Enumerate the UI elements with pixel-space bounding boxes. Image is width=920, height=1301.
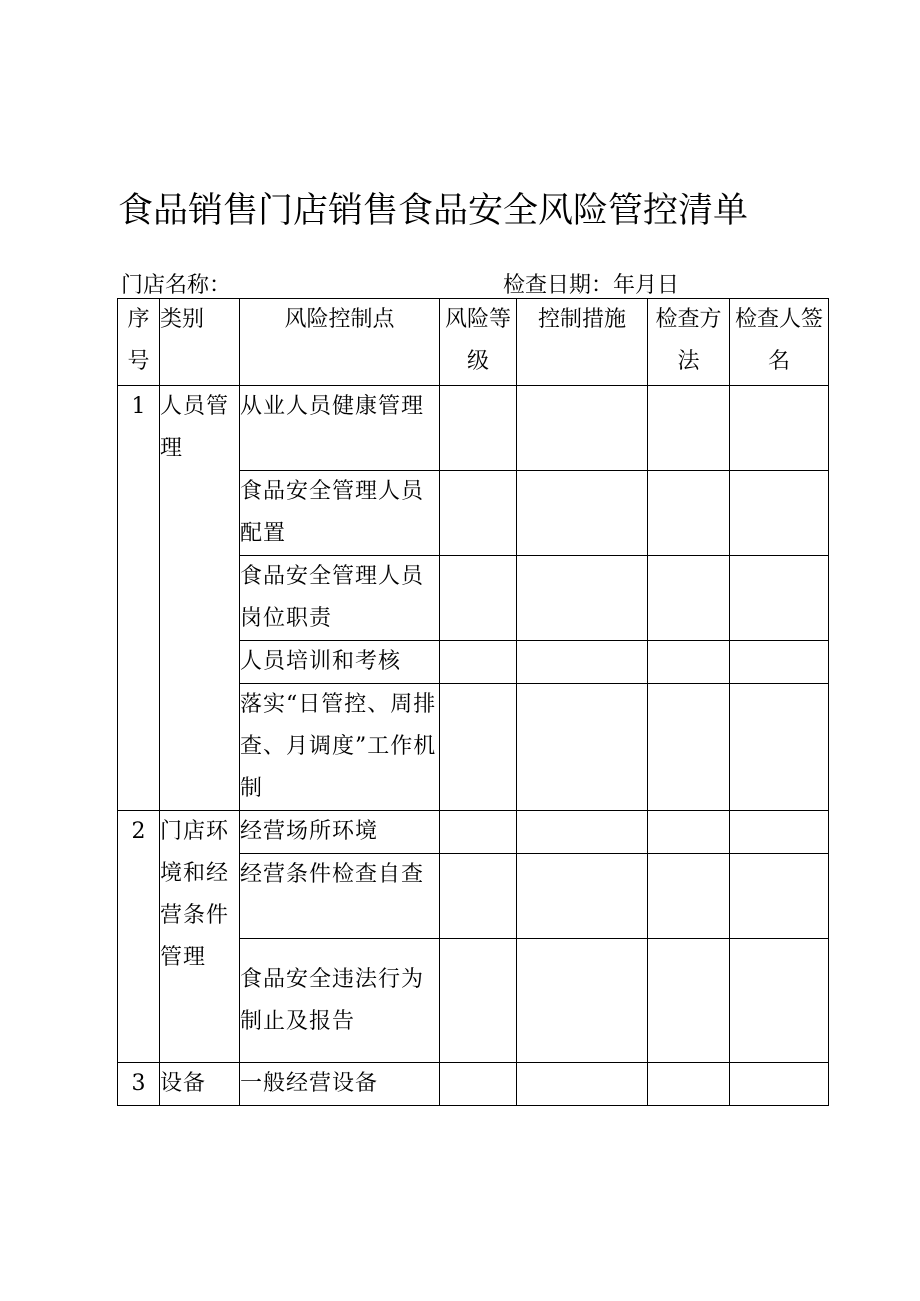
- control-point-cell: 经营条件检查自查: [240, 854, 440, 939]
- measures-cell[interactable]: [517, 684, 648, 811]
- signature-cell[interactable]: [730, 811, 829, 854]
- risk-level-cell[interactable]: [440, 641, 517, 684]
- table-row: [118, 386, 829, 471]
- signature-cell[interactable]: [730, 556, 829, 641]
- risk-level-cell[interactable]: [440, 854, 517, 939]
- group-seq: 2: [118, 811, 160, 1063]
- risk-level-cell[interactable]: [440, 939, 517, 1063]
- signature-cell[interactable]: [730, 1063, 829, 1106]
- risk-level-cell[interactable]: [440, 811, 517, 854]
- signature-cell[interactable]: [730, 471, 829, 556]
- risk-level-cell[interactable]: [440, 556, 517, 641]
- control-point-cell: 落实“日管控、周排查、月调度”工作机制: [240, 684, 440, 811]
- group-category: 设备: [160, 1063, 240, 1106]
- measures-cell[interactable]: [517, 471, 648, 556]
- header-control-point: 风险控制点: [240, 299, 440, 386]
- header-row: [118, 299, 829, 386]
- method-cell[interactable]: [648, 471, 730, 556]
- method-cell[interactable]: [648, 556, 730, 641]
- header-category: 类别: [160, 299, 240, 386]
- group-category: 门店环境和经营条件管理: [160, 811, 240, 1063]
- risk-level-cell[interactable]: [440, 386, 517, 471]
- measures-cell[interactable]: [517, 811, 648, 854]
- header-risk-level: 风险等级: [440, 299, 517, 386]
- signature-cell[interactable]: [730, 854, 829, 939]
- group-seq: 3: [118, 1063, 160, 1106]
- measures-cell[interactable]: [517, 641, 648, 684]
- measures-cell[interactable]: [517, 556, 648, 641]
- control-point-cell: 人员培训和考核: [240, 641, 440, 684]
- measures-cell[interactable]: [517, 386, 648, 471]
- signature-cell[interactable]: [730, 939, 829, 1063]
- risk-control-table: [117, 298, 829, 1106]
- control-point-cell: 一般经营设备: [240, 1063, 440, 1106]
- method-cell[interactable]: [648, 854, 730, 939]
- control-point-cell: 食品安全管理人员岗位职责: [240, 556, 440, 641]
- method-cell[interactable]: [648, 939, 730, 1063]
- control-point-cell: 食品安全违法行为制止及报告: [240, 939, 440, 1063]
- measures-cell[interactable]: [517, 1063, 648, 1106]
- method-cell[interactable]: [648, 1063, 730, 1106]
- measures-cell[interactable]: [517, 854, 648, 939]
- method-cell[interactable]: [648, 811, 730, 854]
- risk-level-cell[interactable]: [440, 1063, 517, 1106]
- control-point-cell: 食品安全管理人员配置: [240, 471, 440, 556]
- header-measures: 控制措施: [517, 299, 648, 386]
- group-seq: 1: [118, 386, 160, 811]
- control-point-cell: 经营场所环境: [240, 811, 440, 854]
- signature-cell[interactable]: [730, 641, 829, 684]
- signature-cell[interactable]: [730, 386, 829, 471]
- measures-cell[interactable]: [517, 939, 648, 1063]
- control-point-cell: 从业人员健康管理: [240, 386, 440, 471]
- header-method: 检查方法: [648, 299, 730, 386]
- risk-level-cell[interactable]: [440, 471, 517, 556]
- header-seq: 序号: [118, 299, 160, 386]
- method-cell[interactable]: [648, 684, 730, 811]
- table-row: [118, 1063, 829, 1106]
- header-signature: 检查人签名: [730, 299, 829, 386]
- table-row: [118, 811, 829, 854]
- store-name-label: 门店名称：: [121, 273, 232, 298]
- risk-level-cell[interactable]: [440, 684, 517, 811]
- method-cell[interactable]: [648, 641, 730, 684]
- method-cell[interactable]: [648, 386, 730, 471]
- signature-cell[interactable]: [730, 684, 829, 811]
- inspection-date-label: 检查日期：年月日: [503, 273, 680, 298]
- group-category: 人员管理: [160, 386, 240, 811]
- document-title: 食品销售门店销售食品安全风险管控清单: [118, 191, 749, 231]
